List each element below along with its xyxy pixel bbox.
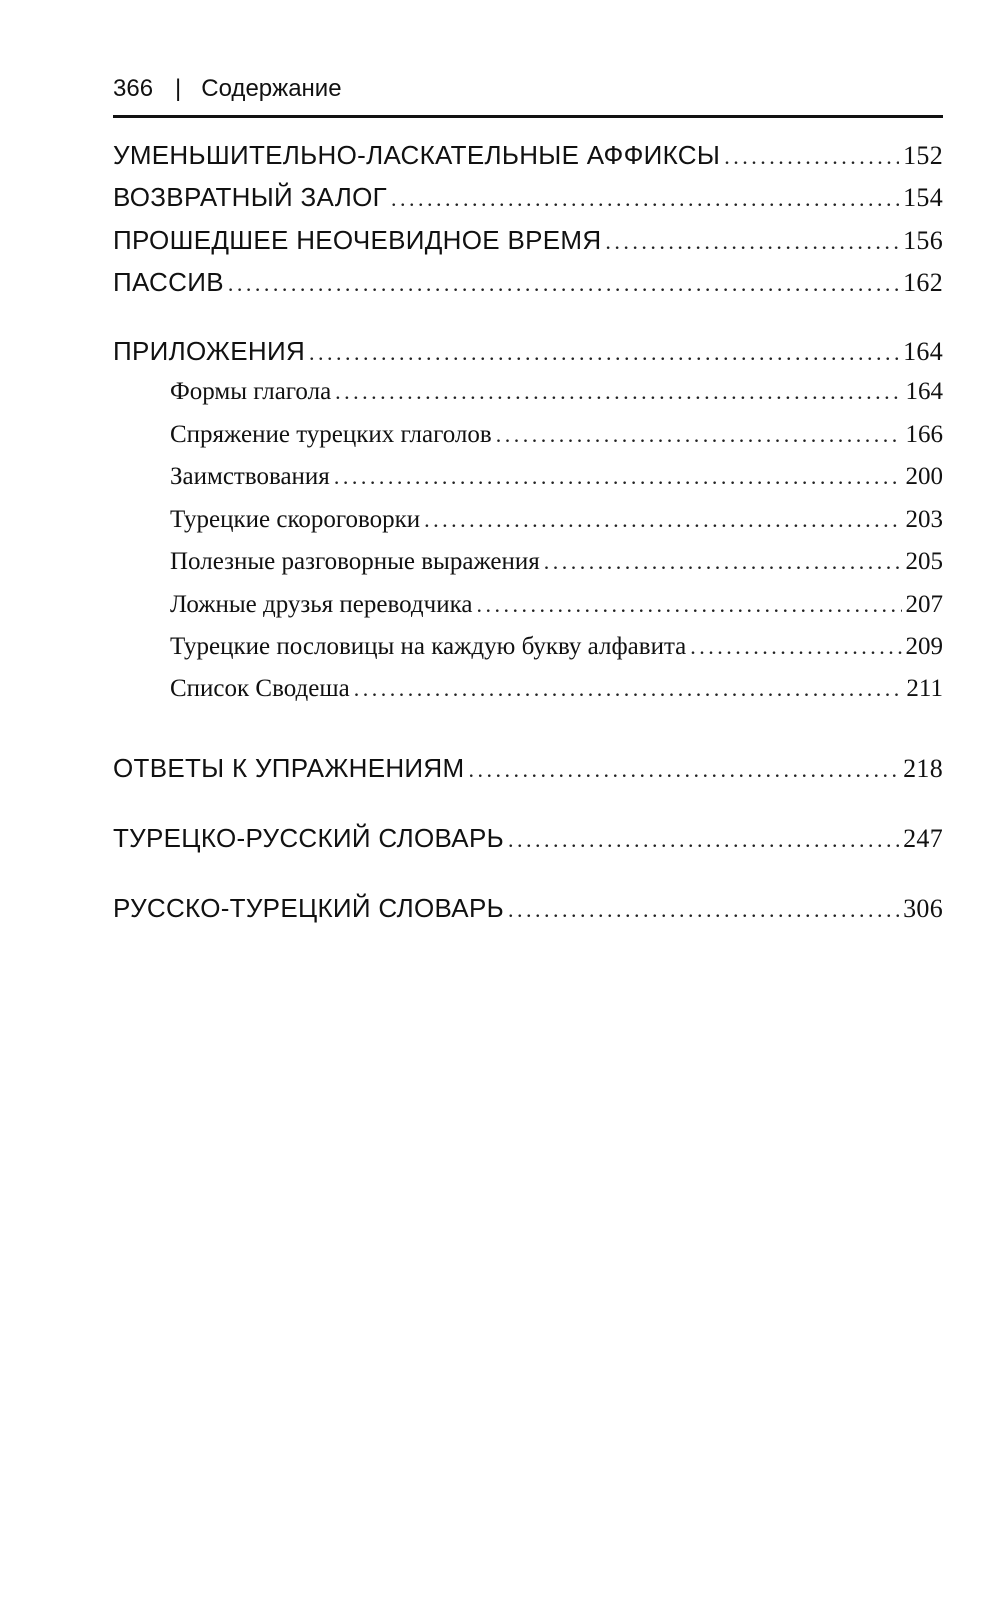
dot-leader <box>468 757 899 783</box>
toc-entry-page: 209 <box>905 633 943 660</box>
dot-leader <box>508 827 899 853</box>
toc-entry-reflexive-voice[interactable] <box>113 182 943 216</box>
toc-entry-page: 218 <box>903 754 943 783</box>
toc-entry-diminutive-affixes[interactable] <box>113 140 943 174</box>
toc-entry-title: ВОЗВРАТНЫЙ ЗАЛОГ <box>113 182 388 212</box>
dot-leader <box>496 422 902 448</box>
dot-leader <box>508 897 899 923</box>
toc-entry-title: Турецкие скороговорки <box>170 506 421 533</box>
toc-entry-page: 205 <box>905 548 943 575</box>
dot-leader <box>544 549 902 575</box>
toc-entry-past-inferential-tense[interactable] <box>113 225 943 259</box>
toc-entry-page: 156 <box>903 226 943 255</box>
toc-entry-appendices[interactable] <box>113 336 943 370</box>
toc-entry-title: Ложные друзья переводчика <box>170 591 473 618</box>
header-rule <box>113 115 943 118</box>
toc-entry-title: Полезные разговорные выражения <box>170 548 540 575</box>
toc-entry-title: РУССКО-ТУРЕЦКИЙ СЛОВАРЬ <box>113 893 504 923</box>
running-head-separator: | <box>175 75 182 102</box>
toc-entry-page: 200 <box>905 463 943 490</box>
toc-entry-title: Заимствования <box>170 463 330 490</box>
dot-leader <box>228 271 899 297</box>
toc-entry-page: 162 <box>903 268 943 297</box>
toc-entry-page: 211 <box>906 675 943 702</box>
toc-entry-page: 306 <box>903 894 943 923</box>
toc-entry-page: 164 <box>905 378 943 405</box>
toc-entry-title: ПРИЛОЖЕНИЯ <box>113 336 306 366</box>
dot-leader <box>354 676 903 702</box>
toc-subentry-verb-forms[interactable] <box>113 378 943 412</box>
toc-subentry-useful-expressions[interactable] <box>113 548 943 582</box>
dot-leader <box>724 144 899 170</box>
running-head <box>113 74 943 104</box>
toc-entry-title: ПАССИВ <box>113 267 224 297</box>
dot-leader <box>334 464 902 490</box>
toc-subentry-proverbs[interactable] <box>113 633 943 667</box>
toc-subentry-loanwords[interactable] <box>113 463 943 497</box>
toc-entry-title: ТУРЕЦКО-РУССКИЙ СЛОВАРЬ <box>113 823 504 853</box>
toc-entry-title: Турецкие пословицы на каждую букву алфавита <box>170 633 687 660</box>
dot-leader <box>605 229 899 255</box>
toc-entry-page: 154 <box>903 183 943 212</box>
dot-leader <box>391 186 899 212</box>
dot-leader <box>309 340 899 366</box>
toc-entry-page: 247 <box>903 824 943 853</box>
toc-subentry-false-friends[interactable] <box>113 591 943 625</box>
toc-entry-page: 203 <box>905 506 943 533</box>
toc-entry-page: 164 <box>903 337 943 366</box>
toc-entry-exercise-answers[interactable] <box>113 753 943 787</box>
toc-entry-russian-turkish-dictionary[interactable] <box>113 893 943 927</box>
toc-entry-page: 152 <box>903 141 943 170</box>
toc-entry-title: Список Сводеша <box>170 675 350 702</box>
toc-entry-title: ПРОШЕДШЕЕ НЕОЧЕВИДНОЕ ВРЕМЯ <box>113 225 602 255</box>
dot-leader <box>690 634 901 660</box>
toc-entry-title: ОТВЕТЫ К УПРАЖНЕНИЯМ <box>113 753 465 783</box>
dot-leader <box>424 507 901 533</box>
toc-entry-title: Спряжение турецких глаголов <box>170 421 492 448</box>
dot-leader <box>476 592 901 618</box>
toc-entry-title: Формы глагола <box>170 378 332 405</box>
toc-subentry-tongue-twisters[interactable] <box>113 506 943 540</box>
running-head-page-number: 366 <box>113 75 154 102</box>
toc-entry-passive[interactable] <box>113 267 943 301</box>
toc-subentry-verb-conjugation[interactable] <box>113 421 943 455</box>
running-head-section-title: Содержание <box>201 75 342 102</box>
toc-subentry-swadesh-list[interactable] <box>113 675 943 709</box>
toc-entry-page: 207 <box>905 591 943 618</box>
dot-leader <box>335 379 901 405</box>
toc-entry-turkish-russian-dictionary[interactable] <box>113 823 943 857</box>
toc-entry-title: УМЕНЬШИТЕЛЬНО-ЛАСКАТЕЛЬНЫЕ АФФИКСЫ <box>113 140 721 170</box>
toc-entry-page: 166 <box>905 421 943 448</box>
